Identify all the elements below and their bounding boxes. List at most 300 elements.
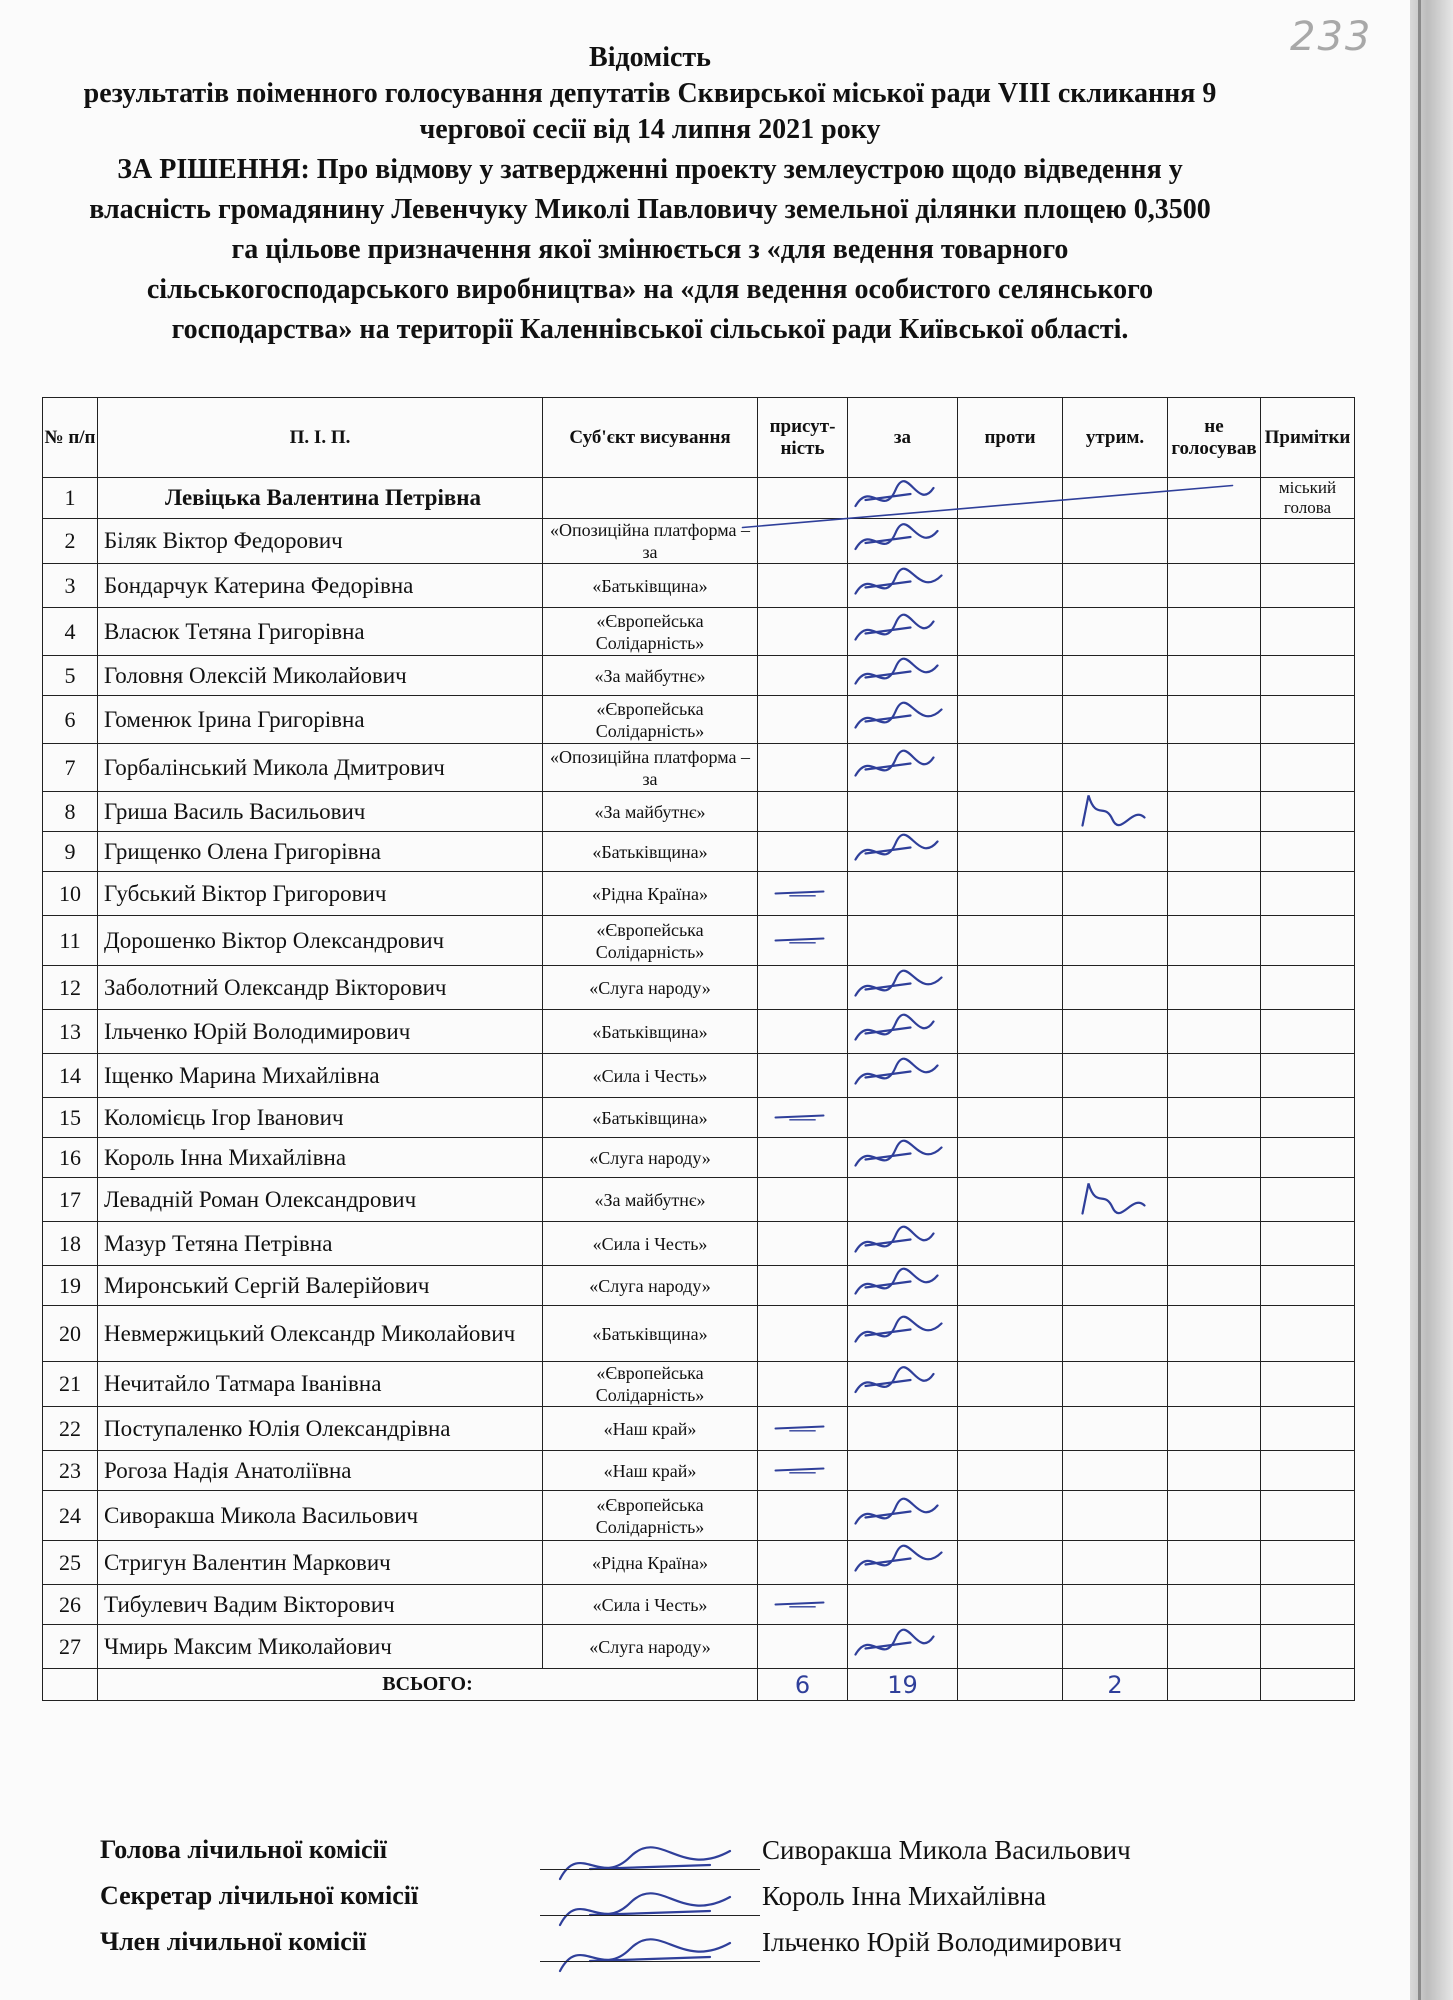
row-number: 1 bbox=[43, 478, 98, 519]
vote-abstain-cell bbox=[1063, 916, 1168, 966]
vote-against-cell bbox=[958, 1362, 1063, 1407]
deputy-party: «Сила і Честь» bbox=[543, 1222, 758, 1266]
vote-for-cell bbox=[848, 1585, 958, 1625]
row-number: 6 bbox=[43, 696, 98, 744]
vote-against-cell bbox=[958, 1306, 1063, 1362]
document-header bbox=[40, 40, 1260, 350]
table-row bbox=[43, 656, 1355, 696]
header-note: Примітки bbox=[1261, 398, 1355, 478]
deputy-name: Власюк Тетяна Григорівна bbox=[98, 608, 543, 656]
deputy-party: «Батьківщина» bbox=[543, 1098, 758, 1138]
presence-cell bbox=[758, 1491, 848, 1541]
vote-abstain-cell bbox=[1063, 744, 1168, 792]
note-cell bbox=[1261, 608, 1355, 656]
vote-for-cell bbox=[848, 1266, 958, 1306]
deputy-name: Бондарчук Катерина Федорівна bbox=[98, 564, 543, 608]
note-cell bbox=[1261, 1266, 1355, 1306]
deputy-name: Головня Олексій Миколайович bbox=[98, 656, 543, 696]
vote-against-cell bbox=[958, 1585, 1063, 1625]
deputy-party: «Сила і Честь» bbox=[543, 1054, 758, 1098]
not-voted-cell bbox=[1168, 1222, 1261, 1266]
vote-abstain-cell bbox=[1063, 608, 1168, 656]
row-number: 26 bbox=[43, 1585, 98, 1625]
vote-against-cell bbox=[958, 1451, 1063, 1491]
note-cell: міський голова bbox=[1261, 478, 1355, 519]
vote-for-cell bbox=[848, 966, 958, 1010]
note-cell bbox=[1261, 1585, 1355, 1625]
scan-edge-line bbox=[1418, 0, 1421, 2000]
vote-for-cell bbox=[848, 744, 958, 792]
table-row bbox=[43, 744, 1355, 792]
table-row bbox=[43, 1407, 1355, 1451]
presence-cell: — bbox=[758, 1451, 848, 1491]
row-number: 16 bbox=[43, 1138, 98, 1178]
row-number: 25 bbox=[43, 1541, 98, 1585]
note-cell bbox=[1261, 519, 1355, 564]
presence-cell bbox=[758, 1306, 848, 1362]
total-label: ВСЬОГО: bbox=[98, 1669, 758, 1701]
vote-abstain-cell bbox=[1063, 1625, 1168, 1669]
note-cell bbox=[1261, 1362, 1355, 1407]
note-cell bbox=[1261, 1138, 1355, 1178]
table-body bbox=[43, 478, 1355, 1669]
vote-for-cell bbox=[848, 916, 958, 966]
row-number: 19 bbox=[43, 1266, 98, 1306]
note-cell bbox=[1261, 832, 1355, 872]
page-number: 233 bbox=[1290, 14, 1373, 60]
presence-cell bbox=[758, 744, 848, 792]
not-voted-cell bbox=[1168, 872, 1261, 916]
vote-against-cell bbox=[958, 966, 1063, 1010]
vote-abstain-cell bbox=[1063, 1407, 1168, 1451]
vote-abstain-cell bbox=[1063, 519, 1168, 564]
header-against: проти bbox=[958, 398, 1063, 478]
note-cell bbox=[1261, 916, 1355, 966]
not-voted-cell bbox=[1168, 1098, 1261, 1138]
total-abstain: 2 bbox=[1063, 1669, 1168, 1701]
note-cell bbox=[1261, 696, 1355, 744]
deputy-party: «Європейська Солідарність» bbox=[543, 1362, 758, 1407]
deputy-party: «Наш край» bbox=[543, 1451, 758, 1491]
row-number: 2 bbox=[43, 519, 98, 564]
commission-member-name: Ільченко Юрій Володимирович bbox=[762, 1927, 1122, 1957]
note-cell bbox=[1261, 1010, 1355, 1054]
table-row bbox=[43, 832, 1355, 872]
table-row bbox=[43, 608, 1355, 656]
table-row bbox=[43, 1451, 1355, 1491]
header-abstain: утрим. bbox=[1063, 398, 1168, 478]
not-voted-cell bbox=[1168, 1178, 1261, 1222]
presence-cell bbox=[758, 1266, 848, 1306]
vote-against-cell bbox=[958, 656, 1063, 696]
note-cell bbox=[1261, 564, 1355, 608]
vote-against-cell bbox=[958, 832, 1063, 872]
total-against bbox=[958, 1669, 1063, 1701]
note-cell bbox=[1261, 966, 1355, 1010]
vote-abstain-cell bbox=[1063, 1451, 1168, 1491]
table-row bbox=[43, 519, 1355, 564]
header-not-voted: не голосував bbox=[1168, 398, 1261, 478]
deputy-party: «Європейська Солідарність» bbox=[543, 696, 758, 744]
vote-abstain-cell bbox=[1063, 1138, 1168, 1178]
row-number: 27 bbox=[43, 1625, 98, 1669]
commission-member-name: Король Інна Михайлівна bbox=[762, 1881, 1047, 1911]
not-voted-cell bbox=[1168, 1407, 1261, 1451]
table-row bbox=[43, 1625, 1355, 1669]
document-subtitle-1: результатів поіменного голосування депутатів Сквирської міської ради VIII скликання 9 bbox=[83, 78, 1217, 109]
vote-for-cell bbox=[848, 696, 958, 744]
commission-member-name: Сиворакша Микола Васильович bbox=[762, 1835, 1131, 1865]
deputy-party: «Європейська Солідарність» bbox=[543, 608, 758, 656]
row-number: 24 bbox=[43, 1491, 98, 1541]
presence-cell: — bbox=[758, 1407, 848, 1451]
deputy-name: Чмирь Максим Миколайович bbox=[98, 1625, 543, 1669]
commission-role: Голова лічильної комісії bbox=[100, 1835, 387, 1864]
vote-for-cell bbox=[848, 1541, 958, 1585]
presence-cell bbox=[758, 1178, 848, 1222]
note-cell bbox=[1261, 1054, 1355, 1098]
deputy-name: Гоменюк Ірина Григорівна bbox=[98, 696, 543, 744]
deputy-name: Гриша Василь Васильович bbox=[98, 792, 543, 832]
decision-line: власність громадянину Левенчуку Миколі Павловичу земельної ділянки площею 0,3500 bbox=[89, 194, 1211, 225]
note-cell bbox=[1261, 792, 1355, 832]
vote-abstain-cell bbox=[1063, 1054, 1168, 1098]
vote-for-cell bbox=[848, 1407, 958, 1451]
deputy-party: «Європейська Солідарність» bbox=[543, 916, 758, 966]
not-voted-cell bbox=[1168, 1585, 1261, 1625]
row-number: 23 bbox=[43, 1451, 98, 1491]
voting-table bbox=[42, 397, 1355, 1701]
table-row bbox=[43, 1362, 1355, 1407]
deputy-party: «За майбутнє» bbox=[543, 656, 758, 696]
vote-for-cell bbox=[848, 1178, 958, 1222]
vote-for-cell bbox=[848, 1010, 958, 1054]
row-number: 18 bbox=[43, 1222, 98, 1266]
vote-against-cell bbox=[958, 1222, 1063, 1266]
document-subtitle-2: чергової сесії від 14 липня 2021 року bbox=[419, 114, 881, 145]
presence-cell: — bbox=[758, 872, 848, 916]
not-voted-cell bbox=[1168, 1625, 1261, 1669]
vote-abstain-cell bbox=[1063, 792, 1168, 832]
deputy-name: Левадній Роман Олександрович bbox=[98, 1178, 543, 1222]
deputy-name: Миронський Сергій Валерійович bbox=[98, 1266, 543, 1306]
decision-line: сільськогосподарського виробництва» на «для ведення особистого селянського bbox=[146, 274, 1154, 305]
not-voted-cell bbox=[1168, 916, 1261, 966]
deputy-name: Поступаленко Юлія Олександрівна bbox=[98, 1407, 543, 1451]
note-cell bbox=[1261, 1222, 1355, 1266]
not-voted-cell bbox=[1168, 1266, 1261, 1306]
table-row bbox=[43, 966, 1355, 1010]
deputy-party bbox=[543, 478, 758, 519]
row-number: 11 bbox=[43, 916, 98, 966]
deputy-party: «Батьківщина» bbox=[543, 1306, 758, 1362]
row-number: 4 bbox=[43, 608, 98, 656]
table-row bbox=[43, 1541, 1355, 1585]
vote-against-cell bbox=[958, 744, 1063, 792]
table-row bbox=[43, 1306, 1355, 1362]
commission-row bbox=[100, 1881, 1250, 1927]
vote-abstain-cell bbox=[1063, 478, 1168, 519]
vote-against-cell bbox=[958, 696, 1063, 744]
presence-cell bbox=[758, 696, 848, 744]
header-num: № п/п bbox=[43, 398, 98, 478]
vote-abstain-cell bbox=[1063, 1098, 1168, 1138]
vote-abstain-cell bbox=[1063, 696, 1168, 744]
deputy-name: Тибулевич Вадим Вікторович bbox=[98, 1585, 543, 1625]
note-cell bbox=[1261, 1098, 1355, 1138]
signature-line bbox=[540, 1961, 760, 1962]
note-cell bbox=[1261, 1541, 1355, 1585]
vote-abstain-cell bbox=[1063, 832, 1168, 872]
deputy-name: Король Інна Михайлівна bbox=[98, 1138, 543, 1178]
note-cell bbox=[1261, 1306, 1355, 1362]
deputy-party: «Сила і Честь» bbox=[543, 1585, 758, 1625]
vote-against-cell bbox=[958, 519, 1063, 564]
not-voted-cell bbox=[1168, 656, 1261, 696]
deputy-name: Горбалінський Микола Дмитрович bbox=[98, 744, 543, 792]
table-row bbox=[43, 872, 1355, 916]
note-cell bbox=[1261, 872, 1355, 916]
deputy-party: «За майбутнє» bbox=[543, 1178, 758, 1222]
deputy-name: Сиворакша Микола Васильович bbox=[98, 1491, 543, 1541]
deputy-name: Коломієць Ігор Іванович bbox=[98, 1098, 543, 1138]
deputy-party: «Слуга народу» bbox=[543, 966, 758, 1010]
presence-cell bbox=[758, 478, 848, 519]
total-not-voted bbox=[1168, 1669, 1261, 1701]
deputy-party: «Рідна Країна» bbox=[543, 1541, 758, 1585]
vote-for-cell bbox=[848, 608, 958, 656]
deputy-name: Губський Віктор Григорович bbox=[98, 872, 543, 916]
vote-for-cell bbox=[848, 656, 958, 696]
deputy-name: Заболотний Олександр Вікторович bbox=[98, 966, 543, 1010]
deputy-name: Іщенко Марина Михайлівна bbox=[98, 1054, 543, 1098]
not-voted-cell bbox=[1168, 1491, 1261, 1541]
table-row bbox=[43, 1054, 1355, 1098]
vote-abstain-cell bbox=[1063, 564, 1168, 608]
not-voted-cell bbox=[1168, 966, 1261, 1010]
table-row bbox=[43, 916, 1355, 966]
vote-against-cell bbox=[958, 1407, 1063, 1451]
vote-for-cell bbox=[848, 478, 958, 519]
deputy-party: «Слуга народу» bbox=[543, 1625, 758, 1669]
presence-cell: — bbox=[758, 1585, 848, 1625]
decision-text bbox=[40, 150, 1260, 350]
vote-for-cell bbox=[848, 1362, 958, 1407]
row-number: 14 bbox=[43, 1054, 98, 1098]
deputy-name: Біляк Віктор Федорович bbox=[98, 519, 543, 564]
deputy-name: Ільченко Юрій Володимирович bbox=[98, 1010, 543, 1054]
presence-cell bbox=[758, 1054, 848, 1098]
row-number: 8 bbox=[43, 792, 98, 832]
not-voted-cell bbox=[1168, 1306, 1261, 1362]
deputy-party: «Батьківщина» bbox=[543, 564, 758, 608]
commission-row bbox=[100, 1835, 1250, 1881]
vote-for-cell bbox=[848, 1222, 958, 1266]
vote-abstain-cell bbox=[1063, 656, 1168, 696]
deputy-party: «Рідна Країна» bbox=[543, 872, 758, 916]
vote-against-cell bbox=[958, 792, 1063, 832]
vote-for-cell bbox=[848, 1306, 958, 1362]
vote-for-cell bbox=[848, 1054, 958, 1098]
deputy-party: «Батьківщина» bbox=[543, 1010, 758, 1054]
table-row bbox=[43, 478, 1355, 519]
vote-for-cell bbox=[848, 1098, 958, 1138]
vote-for-cell bbox=[848, 1491, 958, 1541]
deputy-party: «Опозиційна платформа – за bbox=[543, 744, 758, 792]
row-number: 13 bbox=[43, 1010, 98, 1054]
table-row bbox=[43, 696, 1355, 744]
note-cell bbox=[1261, 1625, 1355, 1669]
vote-against-cell bbox=[958, 564, 1063, 608]
row-number: 10 bbox=[43, 872, 98, 916]
decision-line: господарства» на території Каленнівської сільської ради Київської області. bbox=[171, 314, 1129, 345]
table-header-row bbox=[43, 398, 1355, 478]
vote-abstain-cell bbox=[1063, 872, 1168, 916]
header-for: за bbox=[848, 398, 958, 478]
deputy-name: Рогоза Надія Анатоліївна bbox=[98, 1451, 543, 1491]
table-row bbox=[43, 1010, 1355, 1054]
presence-cell bbox=[758, 1541, 848, 1585]
vote-against-cell bbox=[958, 478, 1063, 519]
row-number: 21 bbox=[43, 1362, 98, 1407]
signature-line bbox=[540, 1869, 760, 1870]
row-number: 9 bbox=[43, 832, 98, 872]
row-number: 15 bbox=[43, 1098, 98, 1138]
vote-abstain-cell bbox=[1063, 1491, 1168, 1541]
deputy-name: Стригун Валентин Маркович bbox=[98, 1541, 543, 1585]
vote-abstain-cell bbox=[1063, 1362, 1168, 1407]
presence-cell: — bbox=[758, 1098, 848, 1138]
not-voted-cell bbox=[1168, 608, 1261, 656]
table-row bbox=[43, 1491, 1355, 1541]
decision-line: ЗА РІШЕННЯ: Про відмову у затвердженні проекту землеустрою щодо відведення у bbox=[117, 154, 1183, 185]
row-number: 17 bbox=[43, 1178, 98, 1222]
not-voted-cell bbox=[1168, 1541, 1261, 1585]
vote-for-cell bbox=[848, 1451, 958, 1491]
vote-against-cell bbox=[958, 1138, 1063, 1178]
deputy-name: Дорошенко Віктор Олександрович bbox=[98, 916, 543, 966]
decision-line: га цільове призначення якої змінюється з «для ведення товарного bbox=[231, 234, 1069, 265]
vote-against-cell bbox=[958, 1625, 1063, 1669]
vote-for-cell bbox=[848, 832, 958, 872]
deputy-name: Невмержицький Олександр Миколайович bbox=[98, 1306, 543, 1362]
note-cell bbox=[1261, 1491, 1355, 1541]
row-number: 22 bbox=[43, 1407, 98, 1451]
table-row bbox=[43, 564, 1355, 608]
vote-abstain-cell bbox=[1063, 1010, 1168, 1054]
vote-against-cell bbox=[958, 1098, 1063, 1138]
counting-commission bbox=[100, 1835, 1250, 1973]
not-voted-cell bbox=[1168, 564, 1261, 608]
vote-abstain-cell bbox=[1063, 1306, 1168, 1362]
commission-row bbox=[100, 1927, 1250, 1973]
header-present: присут-ність bbox=[758, 398, 848, 478]
not-voted-cell bbox=[1168, 1362, 1261, 1407]
vote-abstain-cell bbox=[1063, 1541, 1168, 1585]
not-voted-cell bbox=[1168, 1054, 1261, 1098]
vote-against-cell bbox=[958, 1541, 1063, 1585]
not-voted-cell bbox=[1168, 696, 1261, 744]
scan-edge bbox=[1410, 0, 1453, 2000]
commission-role: Секретар лічильної комісії bbox=[100, 1881, 419, 1910]
vote-for-cell bbox=[848, 1625, 958, 1669]
row-number: 12 bbox=[43, 966, 98, 1010]
deputy-party: «Наш край» bbox=[543, 1407, 758, 1451]
not-voted-cell bbox=[1168, 478, 1261, 519]
note-cell bbox=[1261, 1178, 1355, 1222]
deputy-name: Мазур Тетяна Петрівна bbox=[98, 1222, 543, 1266]
deputy-party: «Слуга народу» bbox=[543, 1266, 758, 1306]
header-name: П. І. П. bbox=[98, 398, 543, 478]
not-voted-cell bbox=[1168, 1451, 1261, 1491]
presence-cell bbox=[758, 519, 848, 564]
vote-against-cell bbox=[958, 872, 1063, 916]
row-number: 7 bbox=[43, 744, 98, 792]
total-for: 19 bbox=[848, 1669, 958, 1701]
total-row bbox=[43, 1669, 1355, 1701]
note-cell bbox=[1261, 744, 1355, 792]
presence-cell bbox=[758, 564, 848, 608]
note-cell bbox=[1261, 1451, 1355, 1491]
vote-abstain-cell bbox=[1063, 1266, 1168, 1306]
row-number: 3 bbox=[43, 564, 98, 608]
presence-cell bbox=[758, 966, 848, 1010]
note-cell bbox=[1261, 656, 1355, 696]
presence-cell bbox=[758, 608, 848, 656]
vote-for-cell bbox=[848, 1138, 958, 1178]
vote-against-cell bbox=[958, 1266, 1063, 1306]
not-voted-cell bbox=[1168, 832, 1261, 872]
deputy-name: Левіцька Валентина Петрівна bbox=[98, 478, 543, 519]
vote-abstain-cell bbox=[1063, 966, 1168, 1010]
total-present: 6 bbox=[758, 1669, 848, 1701]
vote-against-cell bbox=[958, 1491, 1063, 1541]
presence-cell bbox=[758, 832, 848, 872]
table-row bbox=[43, 1585, 1355, 1625]
vote-against-cell bbox=[958, 1054, 1063, 1098]
vote-abstain-cell bbox=[1063, 1178, 1168, 1222]
total-note bbox=[1261, 1669, 1355, 1701]
deputy-party: «Батьківщина» bbox=[543, 832, 758, 872]
deputy-name: Нечитайло Татмара Іванівна bbox=[98, 1362, 543, 1407]
vote-for-cell bbox=[848, 519, 958, 564]
presence-cell: — bbox=[758, 916, 848, 966]
presence-cell bbox=[758, 656, 848, 696]
deputy-party: «Опозиційна платформа – за bbox=[543, 519, 758, 564]
presence-cell bbox=[758, 1625, 848, 1669]
presence-cell bbox=[758, 1222, 848, 1266]
vote-for-cell bbox=[848, 792, 958, 832]
deputy-party: «За майбутнє» bbox=[543, 792, 758, 832]
deputy-name: Грищенко Олена Григорівна bbox=[98, 832, 543, 872]
deputy-party: «Європейська Солідарність» bbox=[543, 1491, 758, 1541]
presence-cell bbox=[758, 1138, 848, 1178]
vote-against-cell bbox=[958, 1010, 1063, 1054]
total-empty bbox=[43, 1669, 98, 1701]
table-row bbox=[43, 1266, 1355, 1306]
header-party: Суб'єкт висування bbox=[543, 398, 758, 478]
presence-cell bbox=[758, 792, 848, 832]
vote-against-cell bbox=[958, 608, 1063, 656]
not-voted-cell bbox=[1168, 1010, 1261, 1054]
vote-against-cell bbox=[958, 1178, 1063, 1222]
row-number: 5 bbox=[43, 656, 98, 696]
table-row bbox=[43, 1098, 1355, 1138]
not-voted-cell bbox=[1168, 1138, 1261, 1178]
presence-cell bbox=[758, 1010, 848, 1054]
note-cell bbox=[1261, 1407, 1355, 1451]
vote-abstain-cell bbox=[1063, 1585, 1168, 1625]
